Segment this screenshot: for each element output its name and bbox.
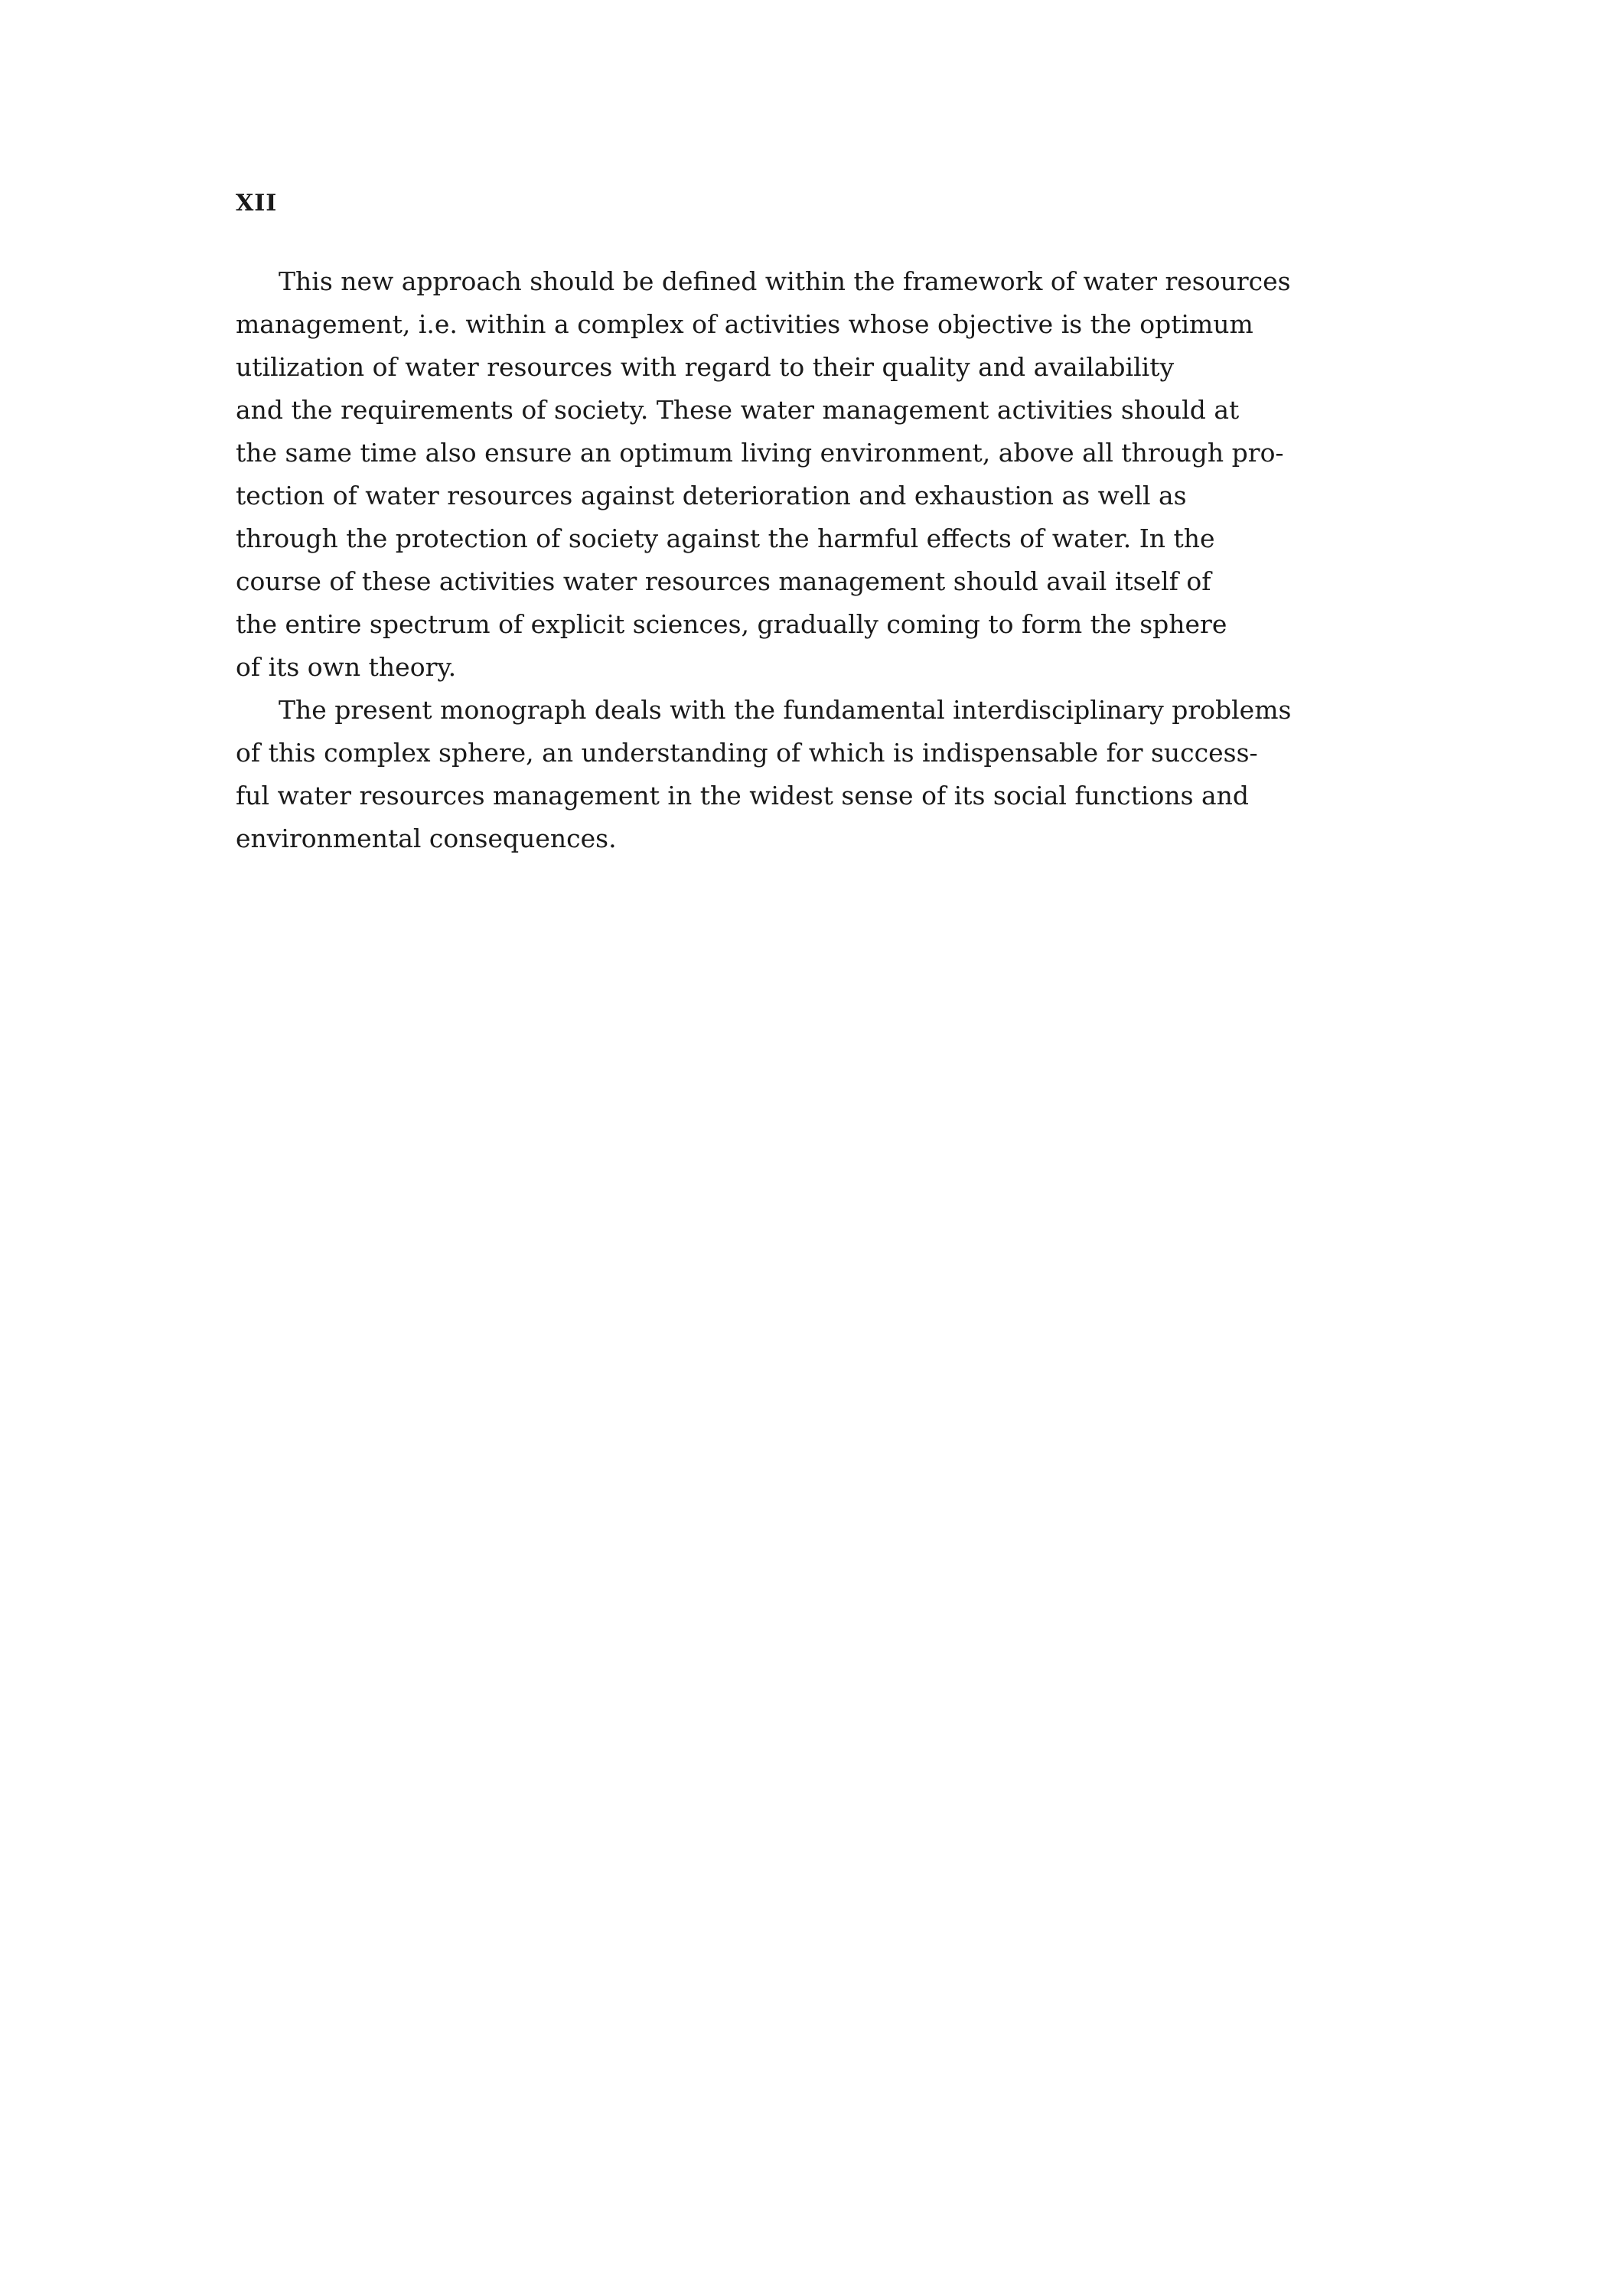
text-line: of this complex sphere, an understanding of which is indispensable for success- [236,738,1258,768]
page-number: XII [236,190,278,217]
body-text [236,260,1368,860]
text-line: The present monograph deals with the fundamental interdisciplinary problems [279,695,1292,725]
text-line: utilization of water resources with regard to their quality and availability [236,352,1175,382]
text-line: of its own theory. [236,652,457,682]
text-line: tection of water resources against deterioration and exhaustion as well as [236,481,1187,510]
paragraph-2 [236,689,1368,860]
text-line: through the protection of society against the harmful effects of water. In the [236,523,1215,553]
text-line: environmental consequences. [236,823,617,853]
text-line: and the requirements of society. These water management activities should at [236,395,1240,425]
text-line: ful water resources management in the widest sense of its social functions and [236,781,1250,810]
text-line: This new approach should be defined within the framework of water resources [279,266,1291,296]
text-line: course of these activities water resources management should avail itself of [236,566,1211,596]
paragraph-1 [236,260,1368,689]
text-line: management, i.e. within a complex of activities whose objective is the optimum [236,309,1253,339]
text-line: the same time also ensure an optimum living environment, above all through pro- [236,438,1284,468]
text-line: the entire spectrum of explicit sciences, gradually coming to form the sphere [236,609,1227,639]
